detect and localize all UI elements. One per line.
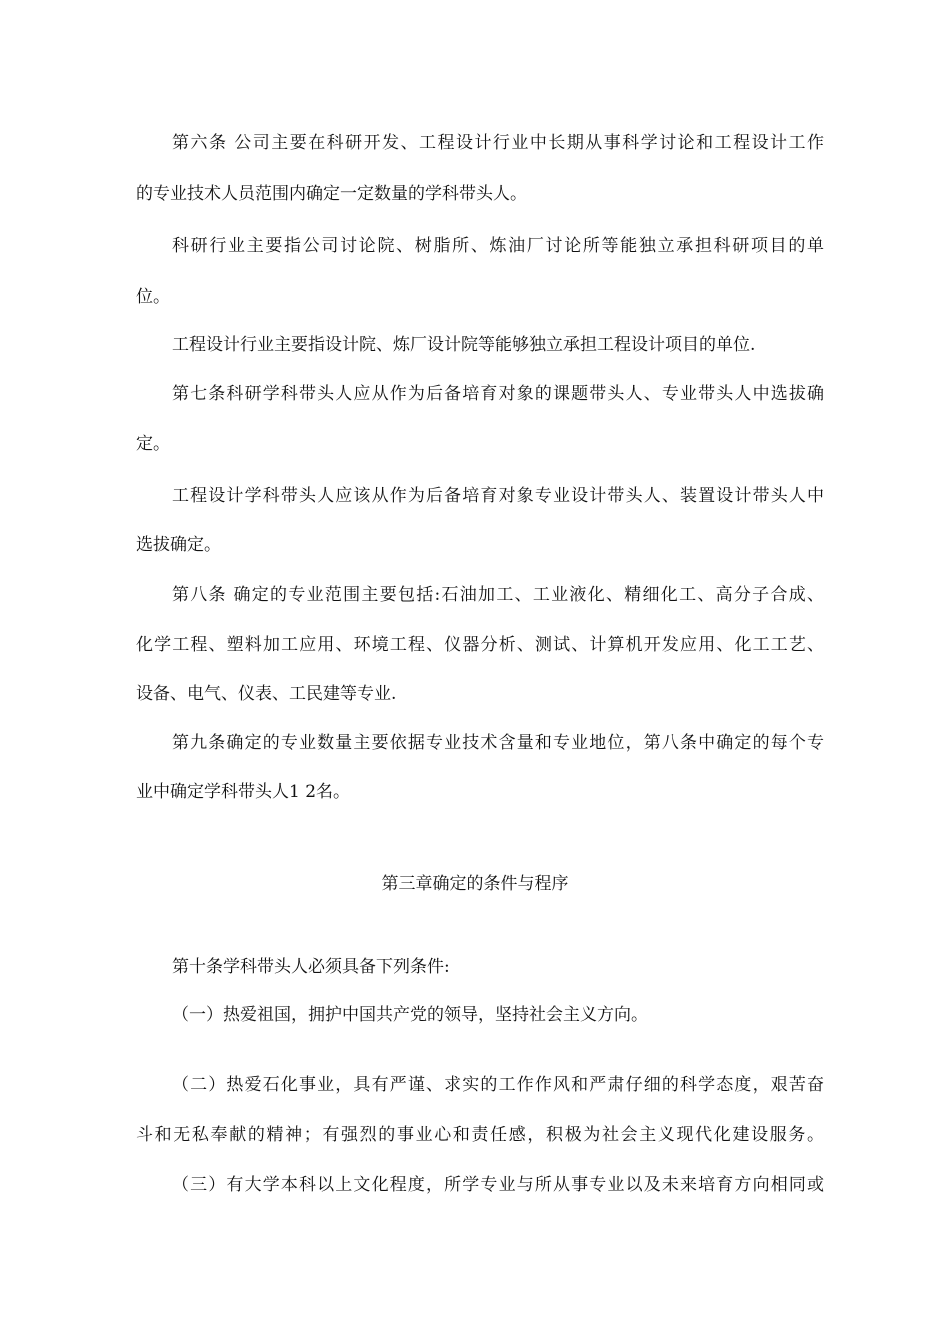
condition-2-line-1: （二）热爱石化事业，具有严谨、求实的工作作风和严肃仔细的科学态度，艰苦奋 [172,1075,824,1095]
article-7-line-1: 第七条科研学科带头人应从作为后备培育对象的课题带头人、专业带头人中选拔确 [172,384,824,404]
article-8-line-1: 第八条 确定的专业范围主要包括:石油加工、工业液化、精细化工、高分子合成、 [172,585,824,605]
design-leader-line-2: 选拔确定。 [136,535,221,555]
research-industry-line-1: 科研行业主要指公司讨论院、树脂所、炼油厂讨论所等能独立承担科研项目的单 [172,236,824,256]
article-10-line: 第十条学科带头人必须具备下列条件: [172,957,450,977]
article-7-line-2: 定。 [136,434,170,454]
design-leader-line-1: 工程设计学科带头人应该从作为后备培育对象专业设计带头人、装置设计带头人中 [172,486,824,506]
article-8-line-3: 设备、电气、仪表、工民建等专业. [136,684,397,704]
condition-3-line-1: （三）有大学本科以上文化程度，所学专业与所从事专业以及未来培育方向相同或 [172,1175,824,1195]
article-9-line-2: 业中确定学科带头人1 2名。 [136,782,351,802]
article-9-line-1: 第九条确定的专业数量主要依据专业技术含量和专业地位，第八条中确定的每个专 [172,733,824,753]
chapter-heading: 第三章确定的条件与程序 [381,874,569,894]
condition-1-line: （一）热爱祖国，拥护中国共产党的领导，坚持社会主义方向。 [172,1005,648,1025]
article-6-line-2: 的专业技术人员范围内确定一定数量的学科带头人。 [136,184,527,204]
research-industry-line-2: 位。 [136,287,170,307]
design-industry-paragraph: 工程设计行业主要指设计院、炼厂设计院等能够独立承担工程设计项目的单位. [172,335,756,355]
article-6-line-1: 第六条 公司主要在科研开发、工程设计行业中长期从事科学讨论和工程设计工作 [172,133,824,153]
condition-2-line-2: 斗和无私奉献的精神；有强烈的事业心和责任感，积极为社会主义现代化建设服务。 [136,1125,824,1145]
article-8-line-2: 化学工程、塑料加工应用、环境工程、仪器分析、测试、计算机开发应用、化工工艺、 [136,635,824,655]
